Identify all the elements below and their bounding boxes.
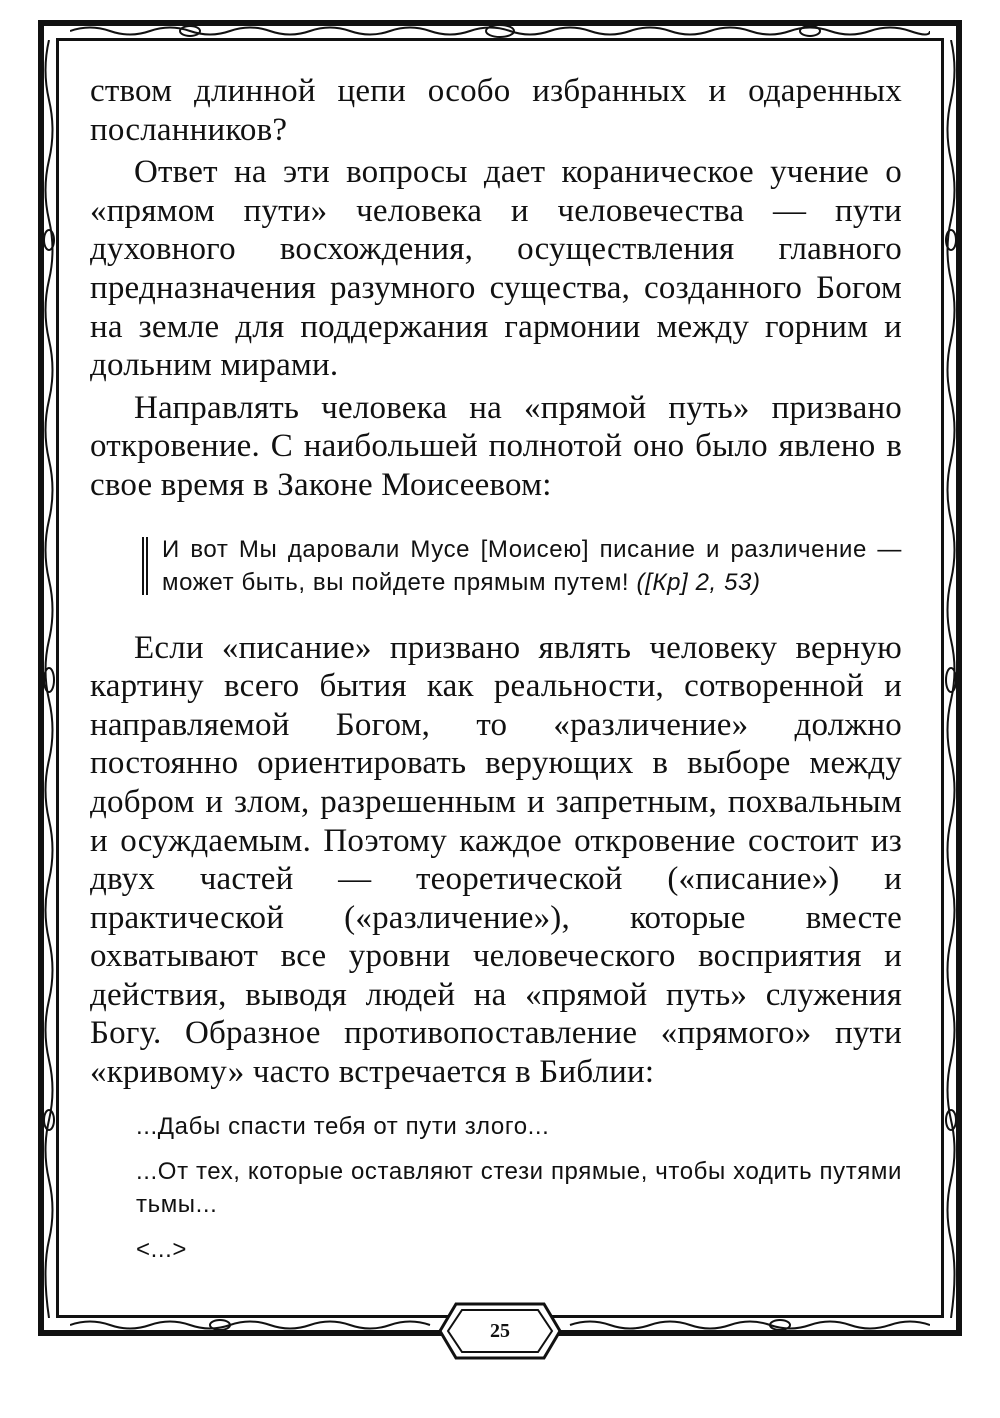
bible-quote-2: ...От тех, которые оставляют стези прямые, чтобы ходить путями тьмы... bbox=[136, 1157, 902, 1218]
paragraph-3: Направлять человека на «прямой путь» призвано откровение. С наибольшей полнотой оно было явлено в свое время в Законе Моисеевом: bbox=[90, 389, 902, 503]
paragraph-4: Если «писание» призвано являть человеку верную картину всего бытия как реальности, сотворенной и направляемой Богом, то «различение» должно постоянно ориентировать верующих в выборе между добром и злом, разрешенным и запретным, похвальным и осуждаемым. Поэтому каждое откровение состоит из двух частей — теоретической («писание») и практической («различение»), которые вместе охватывают все уровни человеческого восприятия и действия, выводя людей на «прямой путь» служения Богу. Образное противопоставление «прямого» пути «кривому» часто встречается в Библии: bbox=[90, 629, 902, 1091]
paragraph-1: ством длинной цепи особо избранных и одаренных посланников? bbox=[90, 73, 902, 148]
page-number: 25 bbox=[490, 1320, 510, 1342]
top-ornament bbox=[70, 24, 930, 38]
quran-quote-reference: ([Кр] 2, 53) bbox=[636, 568, 761, 596]
paragraph-2: Ответ на эти вопросы дает кораническое учение о «прямом пути» человека и человечества — пути духовного восхождения, осуществления главного предназначения разумного существа, созданного Богом на земле для поддержания гармонии между горним и дольним мирами. bbox=[90, 154, 902, 384]
quran-quote bbox=[146, 533, 902, 599]
page-number-cartouche bbox=[436, 1300, 564, 1362]
bible-quote-ellipsis: <...> bbox=[136, 1235, 188, 1263]
bible-quotes bbox=[136, 1110, 902, 1266]
bible-quote-1: ...Дабы спасти тебя от пути злого... bbox=[136, 1112, 550, 1140]
right-ornament bbox=[944, 40, 958, 1318]
left-ornament bbox=[42, 40, 56, 1318]
page-body bbox=[90, 72, 902, 1278]
quote-bar bbox=[142, 537, 148, 595]
quran-quote-text: И вот Мы даровали Мусе [Моисею] писание и различение — может быть, вы пойдете прямым путем! bbox=[162, 535, 902, 596]
